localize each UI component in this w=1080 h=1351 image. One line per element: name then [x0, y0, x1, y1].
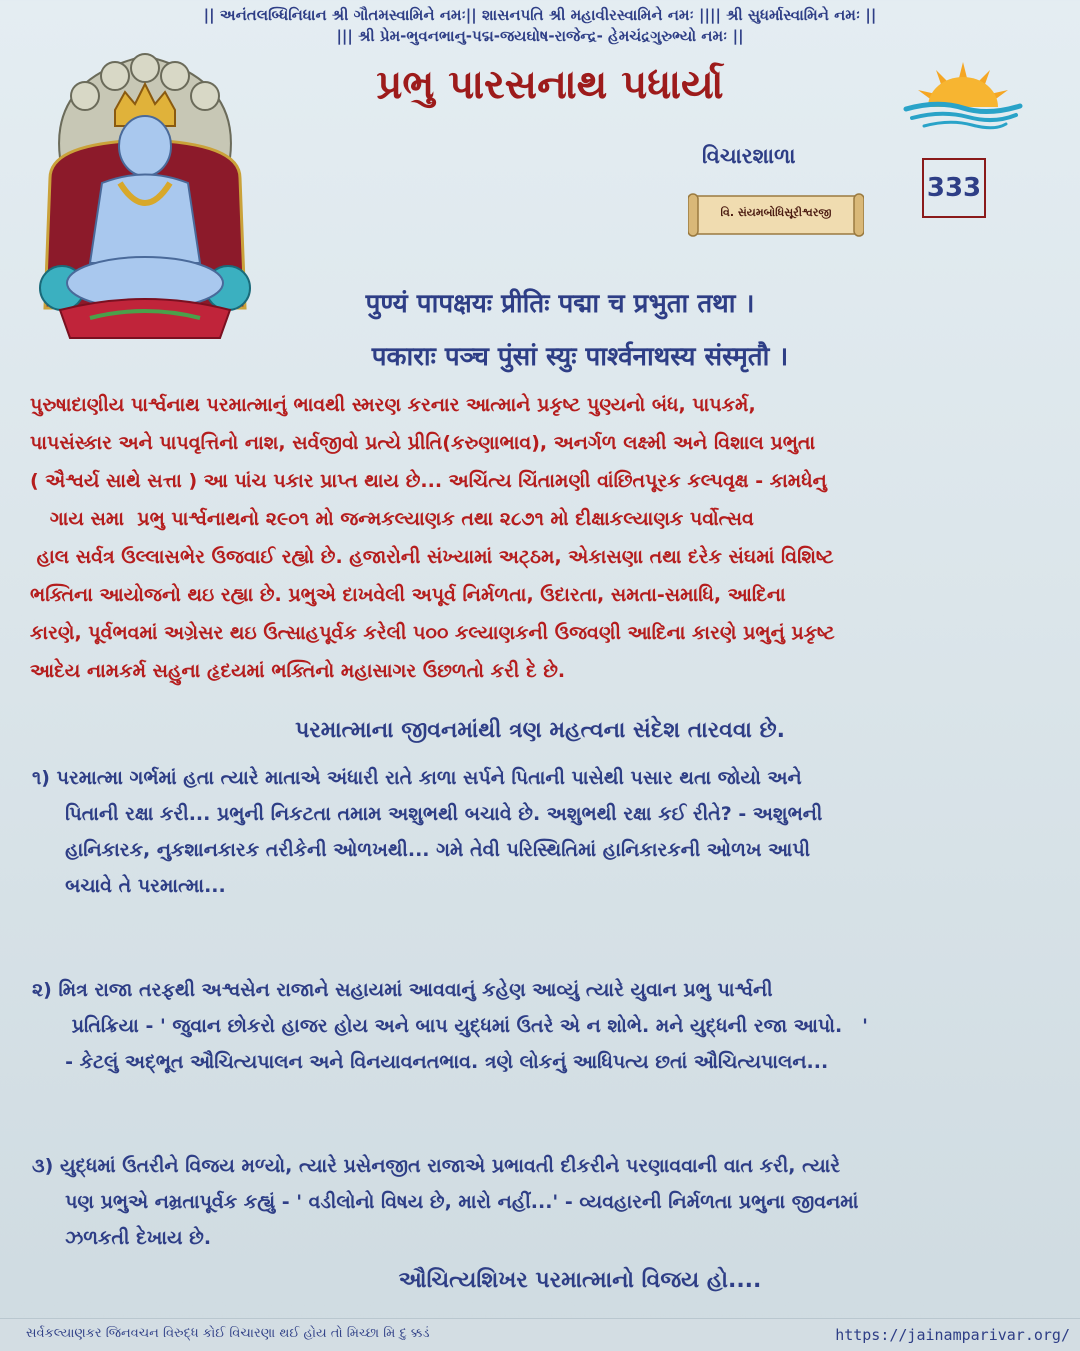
intro-line: ( ઐશ્વર્ય સાથે સત્તા ) આ પાંચ પકાર પ્રાપ્ત થાય છે... અચિંત્ય ચિંતામણી વાંછિતપૂરક કલ્પવૃક્ષ - કામધેનુ	[30, 470, 827, 492]
point-line: ઝળકતી દેખાય છે.	[32, 1227, 212, 1249]
intro-line: ભક્તિના આયોજનો થઇ રહ્યા છે. પ્રભુએ દાખવેલી અપૂર્વ નિર્મળતા, ઉદારતા, સમતા-સમાધિ, આદિના	[30, 584, 786, 606]
point-line: પિતાની રક્ષા કરી... પ્રભુની નિકટતા તમામ અશુભથી બચાવે છે. અશુભથી રક્ષા કઈ રીતે? - અશુભની	[32, 803, 823, 825]
point-line: ૩) યુદ્ધમાં ઉતરીને વિજય મળ્યો, ત્યારે પ્રસેનજીત રાજાએ પ્રભાવતી દીકરીને પરણાવવાની વાત કરી, ત્યારે	[32, 1155, 841, 1177]
footer-apology-text: સર્વકલ્યાણકર જિનવચન વિરુદ્ધ કોઈ વિચારણા થઈ હોય તો મિચ્છા મિ દુ ક્કડં	[26, 1326, 430, 1341]
point-line: પ્રતિક્રિયા - ' જુવાન છોકરો હાજર હોય અને બાપ યુદ્ધમાં ઉતરે એ ન શોભે. મને યુદ્ધની રજા આપો. '	[32, 1015, 868, 1037]
section-heading: પરમાત્માના જીવનમાંથી ત્રણ મહત્વના સંદેશ તારવવા છે.	[295, 718, 785, 743]
sun-waves-logo-icon	[898, 52, 1028, 132]
intro-line: આદેય નામકર્મ સહુના હૃદયમાં ભક્તિનો મહાસાગર ઉછળતો કરી દે છે.	[30, 660, 566, 682]
issue-number-badge: 333	[922, 158, 986, 218]
point-3	[32, 1148, 1072, 1256]
sanskrit-verse-line-2: पकाराः पञ्च पुंसां स्युः पार्श्वनाथस्य संस्मृतौ ।	[371, 342, 789, 372]
header-line-2: ||| શ્રી પ્રેમ-ભુવનભાનુ-પદ્મ-જયઘોષ-રાજેન્દ્ર- હેમચંદ્રગુરુભ્યો નમઃ ||	[336, 27, 744, 45]
intro-line: હાલ સર્વત્ર ઉલ્લાસભેર ઉજવાઈ રહ્યો છે. હજારોની સંખ્યામાં અટ્ઠમ, એકાસણા તથા દરેક સંઘમાં વિશિષ્ટ	[30, 546, 834, 568]
header-line-1: || અનંતલબ્ધિનિધાન શ્રી ગૌતમસ્વામિને નમઃ|| શાસનપતિ શ્રી મહાવીરસ્વામિને નમઃ |||| શ્રી સુધર્માસ્વામિને નમઃ ||	[203, 6, 877, 24]
point-line: બચાવે તે પરમાત્મા...	[32, 875, 226, 897]
point-2	[32, 972, 1072, 1080]
sanskrit-verse-line-1: पुण्यं पापक्षयः प्रीतिः पद्मा च प्रभुता तथा ।	[365, 289, 755, 319]
point-line: - કેટલું અદ્ભૂત ઔચિત્યપાલન અને વિનયાવનતભાવ. ત્રણે લોકનું આધિપત્ય છતાં ઔચિત્યપાલન...	[32, 1051, 829, 1073]
intro-line: ગાય સમા પ્રભુ પાર્શ્વનાથનો ૨૯૦૧ મો જન્મકલ્યાણક તથા ૨૮૭૧ મો દીક્ષાકલ્યાણક પર્વોત્સવ	[30, 508, 754, 530]
intro-line: પુરુષાદાણીય પાર્શ્વનાથ પરમાત્માનું ભાવથી સ્મરણ કરનાર આત્માને પ્રકૃષ્ટ પુણ્યનો બંધ, પાપકર્મ,	[30, 394, 756, 416]
subtitle: વિચારશાળા	[702, 144, 796, 168]
page-title: પ્રભુ પારસનાથ પધાર્યા	[376, 62, 724, 108]
author-label: વિ. સંયમબોધિસૂરીશ્વરજી	[720, 206, 832, 219]
intro-line: પાપસંસ્કાર અને પાપવૃત્તિનો નાશ, સર્વજીવો પ્રત્યે પ્રીતિ(કરુણાભાવ), અનર્ગળ લક્ષ્મી અને વિશાલ પ્રભુતા	[30, 432, 816, 454]
website-link[interactable]: https://jainamparivar.org/	[835, 1326, 1070, 1344]
point-1	[32, 760, 1072, 904]
point-line: ૨) મિત્ર રાજા તરફથી અશ્વસેન રાજાને સહાયમાં આવવાનું કહેણ આવ્યું ત્યારે યુવાન પ્રભુ પાર્શ્વની	[32, 979, 773, 1001]
point-line: હાનિકારક, નુકશાનકારક તરીકેની ઓળખથી... ગમે તેવી પરિસ્થિતિમાં હાનિકારકની ઓળખ આપી	[32, 839, 811, 861]
intro-paragraph	[30, 386, 1070, 690]
intro-line: કારણે, પૂર્વભવમાં અગ્રેસર થઇ ઉત્સાહપૂર્વક કરેલી ૫૦૦ કલ્યાણકની ઉજવણી આદિના કારણે પ્રભુનું પ્રકૃષ્ટ	[30, 622, 835, 644]
closing-line: ઔચિત્યશિખર પરમાત્માનો વિજય હો....	[398, 1268, 762, 1293]
point-line: ૧) પરમાત્મા ગર્ભમાં હતા ત્યારે માતાએ અંધારી રાતે કાળા સર્પને પિતાની પાસેથી પસાર થતા જોયો અને	[32, 767, 802, 789]
point-line: પણ પ્રભુએ નમ્રતાપૂર્વક કહ્યું - ' વડીલોનો વિષય છે, મારો નહીં...' - વ્યવહારની નિર્મળતા પ્રભુના જીવનમાં	[32, 1191, 859, 1213]
